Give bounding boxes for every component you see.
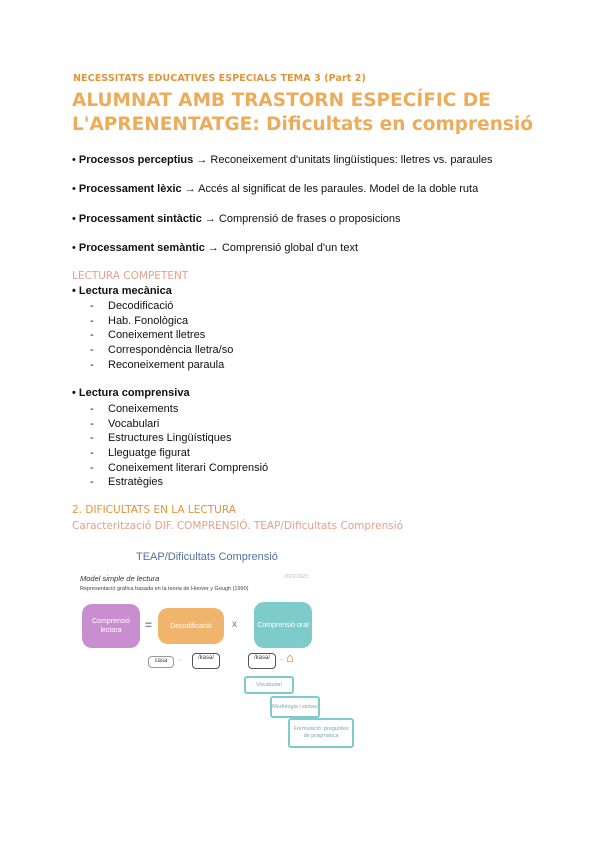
list-item: - Estructures Lingüístiques bbox=[90, 432, 232, 445]
section-heading-lectura-competent: LECTURA COMPETENT bbox=[72, 270, 189, 282]
list-item: - Vocabulari bbox=[90, 417, 160, 430]
lectura-comprensiva-list bbox=[90, 402, 268, 490]
diagram-model-label: Model simple de lectura bbox=[80, 574, 160, 583]
title-line-1: ALUMNAT AMB TRASTORN ESPECÍFIC DE bbox=[72, 90, 491, 111]
process-bullet-list bbox=[72, 153, 552, 270]
bullet-item: • Processament sintàctic → Comprensió de frases o proposicions bbox=[72, 212, 401, 225]
lectura-mecanica-list bbox=[90, 299, 233, 372]
bullet-item: • Processos perceptius → Reconeixement d'unitats lingüístiques: lletres vs. paraules bbox=[72, 154, 493, 166]
comprensio-oral-box: Comprensió oral bbox=[254, 602, 312, 648]
list-item: - Estratègies bbox=[90, 476, 164, 489]
arrow-icon: → bbox=[277, 656, 284, 663]
list-item: - Coneixement lletres bbox=[90, 329, 206, 342]
list-item: - Decodificació bbox=[90, 300, 174, 312]
formulacio-box: Formulació: preguntes de pragmàtica bbox=[288, 718, 354, 748]
list-item: - Lleguatge figurat bbox=[90, 447, 190, 460]
decodificacio-box: Decodificació bbox=[158, 608, 224, 644]
document-supertitle: NECESSITATS EDUCATIVES ESPECIALS TEMA 3 (Part 2) bbox=[73, 73, 366, 84]
group-title-lectura-mecanica: • Lectura mecànica bbox=[72, 285, 172, 297]
list-item: - Hab. Fonològica bbox=[90, 314, 189, 327]
group-title-lectura-comprensiva: • Lectura comprensiva bbox=[72, 387, 190, 399]
list-item: - Coneixement literari Comprensió bbox=[90, 461, 269, 474]
vocabulari-box: Vocabulari bbox=[244, 676, 294, 694]
multiply-sign: x bbox=[232, 619, 237, 630]
bullet-item: • Processament semàntic → Comprensió global d'un text bbox=[72, 241, 358, 254]
house-icon: ⌂ bbox=[286, 650, 294, 665]
speech-bubble-icon: /kasa/ bbox=[192, 653, 220, 669]
diagram-source: Representació gràfica basada en la teoria de Hoover y Gough (1990) bbox=[80, 586, 249, 592]
equals-sign: = bbox=[145, 618, 153, 632]
speech-bubble-icon: /kasa/ bbox=[248, 653, 276, 669]
list-item: - Reconeixement paraula bbox=[90, 358, 225, 371]
comprensio-lectora-box: Comprensió lectora bbox=[82, 604, 140, 648]
bullet-item: • Processament lèxic → Accés al significat de les paraules. Model de la doble ruta bbox=[72, 183, 479, 196]
list-item: - Coneixements bbox=[90, 403, 179, 415]
morfologia-sintaxi-box: Morfologia i sintaxi bbox=[270, 696, 320, 718]
section-heading-dificultats: 2. DIFICULTATS EN LA LECTURA bbox=[72, 504, 236, 516]
reading-model-diagram bbox=[72, 545, 372, 755]
document-title bbox=[72, 89, 542, 137]
section-subheading-caracteritzacio: Caracterització DIF. COMPRENSIÓ. TEAP/Dificultats Comprensió bbox=[72, 520, 404, 532]
arrow-icon: → bbox=[176, 656, 183, 663]
title-line-2: L'APRENENTATGE: Dificultats en comprensió bbox=[72, 114, 533, 135]
word-casa-card: casa bbox=[148, 656, 174, 668]
diagram-title: TEAP/Dificultats Comprensió bbox=[136, 551, 278, 563]
diagram-corner-label: 2022-2023 bbox=[284, 574, 308, 580]
list-item: - Correspondència lletra/so bbox=[90, 344, 234, 357]
